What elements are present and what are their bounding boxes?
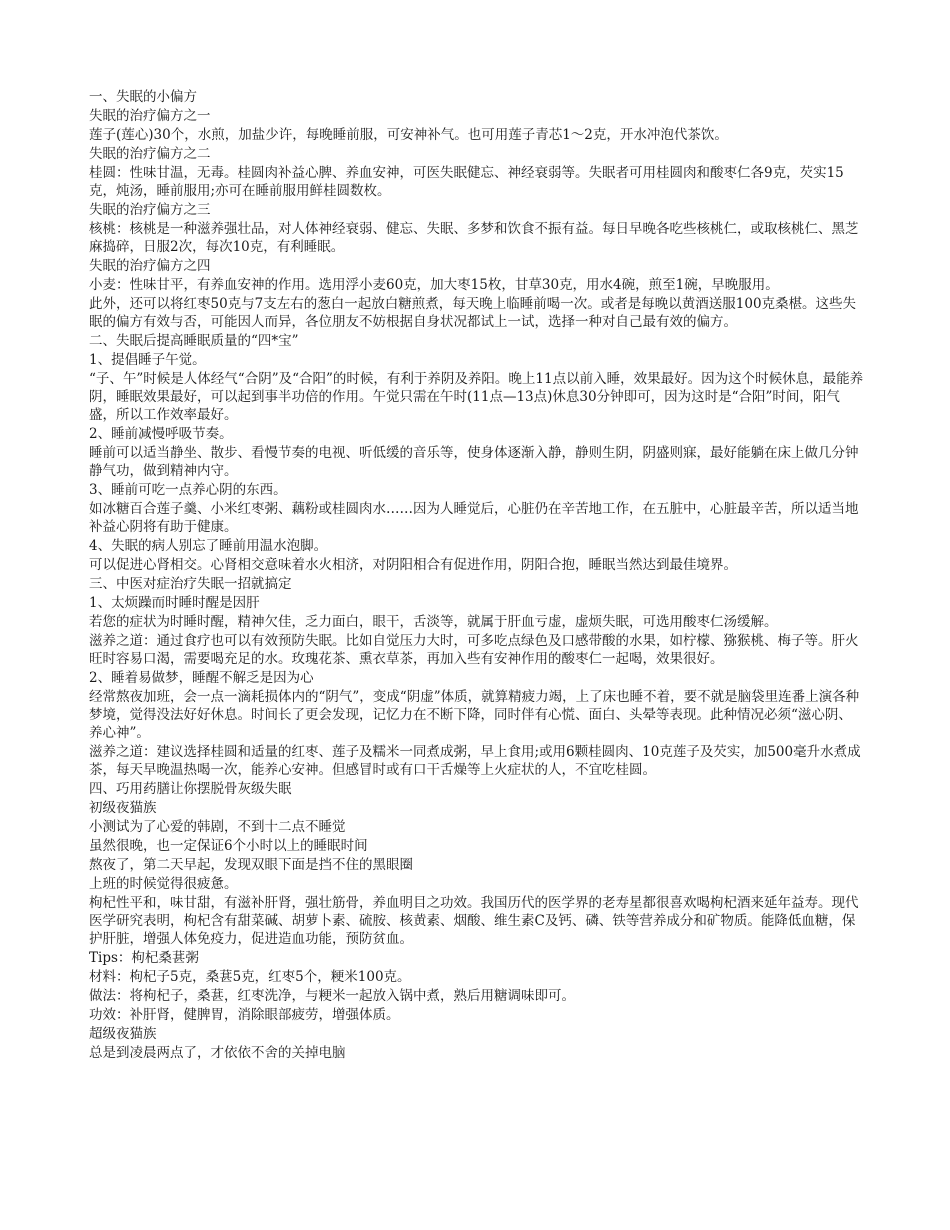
paragraph: 小测试为了心爱的韩剧，不到十二点不睡觉 [89, 819, 346, 835]
subheading: 3、睡前可吃一点养心阴的东西。 [89, 482, 287, 498]
paragraph: 睡前可以适当静坐、散步、看慢节奏的电视、听低缓的音乐等，使身体逐渐入静，静则生阴，阴盛则寐，最好能躺在床上做几分钟静气功，做到精神内守。 [89, 445, 859, 479]
paragraph: 滋养之道：通过食疗也可以有效预防失眠。比如自觉压力大时，可多吃点绿色及口感带酸的水果，如柠檬、猕猴桃、梅子等。肝火旺时容易口渴，需要喝充足的水。玫瑰花茶、熏衣草茶，再加入些有安神作用的酸枣仁一起喝，效果很好。 [89, 633, 859, 667]
subheading: 超级夜猫族 [89, 1026, 157, 1042]
paragraph: 做法：将枸杞子，桑葚，红枣洗净，与粳米一起放入锅中煮，熟后用糖调味即可。 [89, 988, 575, 1004]
paragraph: 桂圆：性味甘温，无毒。桂圆肉补益心脾、养血安神，可医失眠健忘、神经衰弱等。失眠者可用桂圆肉和酸枣仁各9克，芡实15克，炖汤，睡前服用;亦可在睡前服用鲜桂圆数枚。 [89, 165, 844, 199]
paragraph: 虽然很晚，也一定保证6个小时以上的睡眠时间 [89, 838, 368, 854]
paragraph: 此外，还可以将红枣50克与7支左右的葱白一起放白糖煎煮，每天晚上临睡前喝一次。或者是每晚以黄酒送服100克桑椹。这些失眠的偏方有效与否，可能因人而异，各位朋友不妨根据自身状况都试上一试，选择一种对自己最有效的偏方。 [89, 296, 857, 330]
paragraph: 熬夜了，第二天早起，发现双眼下面是挡不住的黑眼圈 [89, 857, 413, 873]
paragraph: 总是到凌晨两点了，才依依不舍的关掉电脑 [89, 1045, 346, 1061]
paragraph: 若您的症状为时睡时醒，精神欠佳，乏力面白，眼干，舌淡等，就属于肝血亏虚，虚烦失眠，可选用酸枣仁汤缓解。 [89, 614, 778, 630]
subheading: 初级夜猫族 [89, 800, 157, 816]
paragraph: 滋养之道：建议选择桂圆和适量的红枣、莲子及糯米一同煮成粥，早上食用;或用6颗桂圆肉、10克莲子及芡实，加500毫升水煮成茶，每天早晚温热喝一次，能养心安神。但感冒时或有口干舌燥等上火症状的人，不宜吃桂圆。 [89, 744, 861, 778]
paragraph: 经常熬夜加班，会一点一滴耗损体内的“阴气”，变成“阴虚”体质，就算精疲力竭，上了床也睡不着，要不就是脑袋里连番上演各种梦境，觉得没法好好休息。时间长了更会发现，记忆力在不断下降，同时伴有心慌、面白、头晕等表现。此种情况必须“滋心阴、养心神”。 [89, 689, 860, 741]
subheading: 2、睡前减慢呼吸节奏。 [89, 426, 233, 442]
paragraph: 材料：枸杞子5克，桑葚5克，红枣5个，粳米100克。 [89, 969, 411, 985]
paragraph: 莲子(莲心)30个，水煎，加盐少许，每晚睡前服，可安神补气。也可用莲子青芯1～2克，开水冲泡代茶饮。 [89, 127, 728, 143]
paragraph: 上班的时候觉得很疲惫。 [89, 876, 238, 892]
document-body [89, 88, 864, 1063]
paragraph: 可以促进心肾相交。心肾相交意味着水火相济，对阴阳相合有促进作用，阴阳合抱，睡眠当然达到最佳境界。 [89, 557, 737, 573]
paragraph: 如冰糖百合莲子羹、小米红枣粥、藕粉或桂圆肉水……因为人睡觉后，心脏仍在辛苦地工作，在五脏中，心脏最辛苦，所以适当地补益心阴将有助于健康。 [89, 501, 859, 535]
subheading: 1、提倡睡子午觉。 [89, 352, 206, 368]
section-heading: 三、中医对症治疗失眠一招就搞定 [89, 576, 292, 592]
section-heading: 二、失眠后提高睡眠质量的“四*宝” [89, 333, 299, 349]
paragraph: 功效：补肝肾，健脾胃，消除眼部疲劳，增强体质。 [89, 1007, 400, 1023]
subheading: 失眠的治疗偏方之一 [89, 108, 211, 124]
subheading: 2、睡着易做梦，睡醒不解乏是因为心 [89, 670, 314, 686]
paragraph: 枸杞性平和，味甘甜，有滋补肝肾，强壮筋骨，养血明目之功效。我国历代的医学界的老寿星都很喜欢喝枸杞酒来延年益寿。现代医学研究表明，枸杞含有甜菜碱、胡萝卜素、硫胺、核黄素、烟酸、维生素C及钙、磷、铁等营养成分和矿物质。能降低血糖，保护肝脏，增强人体免疫力，促进造血功能，预防贫血。 [89, 895, 859, 947]
paragraph: 小麦：性味甘平，有养血安神的作用。选用浮小麦60克，加大枣15枚，甘草30克，用水4碗，煎至1碗，早晚服用。 [89, 277, 779, 293]
tips-heading: Tips：枸杞桑葚粥 [89, 950, 199, 966]
paragraph: 核桃：核桃是一种滋养强壮品，对人体神经衰弱、健忘、失眠、多梦和饮食不振有益。每日早晚各吃些核桃仁，或取核桃仁、黑芝麻捣碎，日服2次，每次10克，有利睡眠。 [89, 221, 859, 255]
subheading: 1、太烦躁而时睡时醒是因肝 [89, 595, 260, 611]
subheading: 失眠的治疗偏方之四 [89, 258, 211, 274]
subheading: 4、失眠的病人别忘了睡前用温水泡脚。 [89, 538, 328, 554]
subheading: 失眠的治疗偏方之二 [89, 146, 211, 162]
paragraph: “子、午”时候是人体经气“合阴”及“合阳”的时候，有利于养阴及养阳。晚上11点以前入睡，效果最好。因为这个时候休息，最能养阴，睡眠效果最好，可以起到事半功倍的作用。午觉只需在午时(11点—13点)休息30分钟即可，因为这时是“合阳”时间，阳气盛，所以工作效率最好。 [89, 371, 864, 423]
section-heading: 一、失眠的小偏方 [89, 89, 197, 105]
section-heading: 四、巧用药膳让你摆脱骨灰级失眠 [89, 781, 292, 797]
subheading: 失眠的治疗偏方之三 [89, 202, 211, 218]
